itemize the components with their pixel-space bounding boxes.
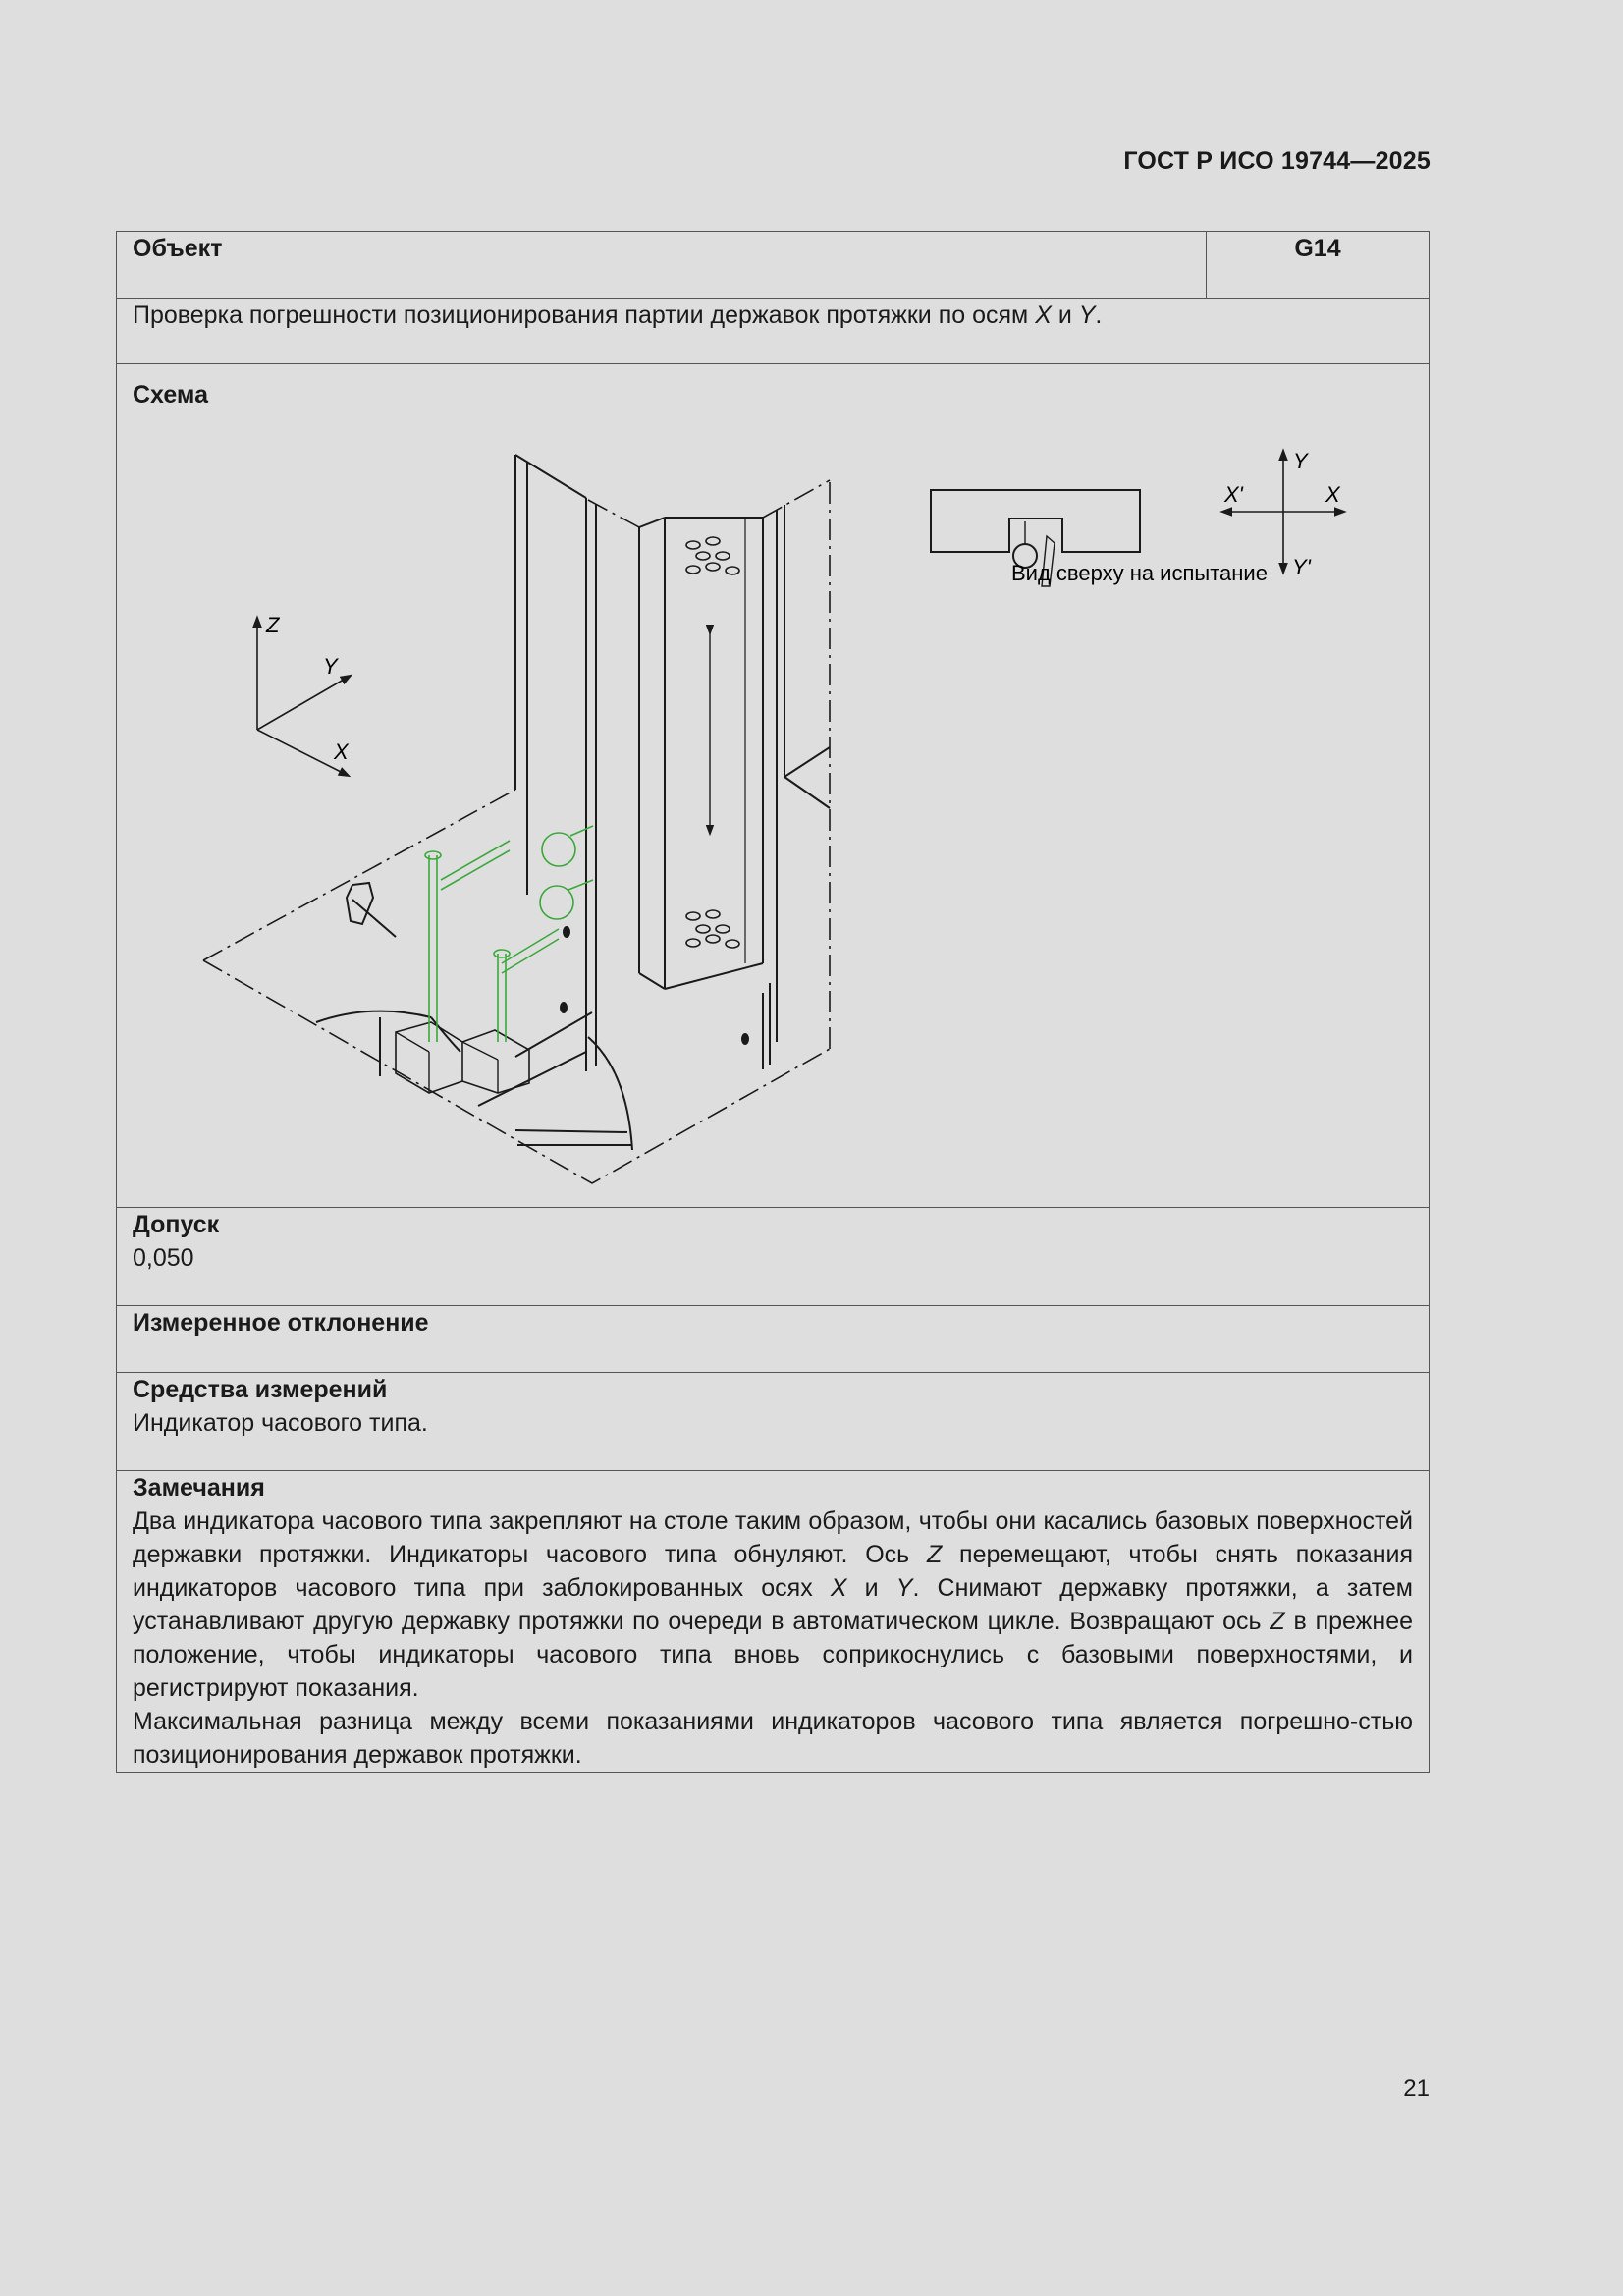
page-number: 21 (1403, 2075, 1430, 2102)
object-row (117, 232, 1430, 299)
notes-axis-z: Z (926, 1541, 943, 1568)
notes-axis-y: Y (895, 1574, 913, 1602)
isometric-machine-drawing (203, 455, 830, 1183)
notes-text: . Снимают державку протяжки, а затем устанавливают другую державку протяжки по очереди в автоматическом цикле. Возвращают ось (133, 1574, 1413, 1635)
measuring-means-label: Средства измерений (133, 1376, 388, 1403)
notes-paragraph-2: Максимальная разница между всеми показаниями индикаторов часового типа является погрешно-стью позиционирования державок протяжки. (133, 1708, 1413, 1769)
notes-row (117, 1471, 1430, 1773)
schema-drawing (117, 364, 1429, 1207)
description-conj: и (1051, 301, 1079, 329)
notes-axis-x: X (830, 1574, 847, 1602)
measuring-means-value: Индикатор часового типа. (133, 1409, 428, 1437)
tolerance-label: Допуск (133, 1211, 220, 1238)
notes-text: в прежнее положение, чтобы индикаторы часового типа вновь соприкоснулись с базовыми поверхностями, и регистрируют показания. (133, 1608, 1414, 1702)
description-text: Проверка погрешности позиционирования партии державок протяжки по осям (133, 301, 1036, 329)
object-code: G14 (1207, 232, 1430, 299)
schema-label: Схема (133, 381, 208, 409)
axis-x-prime-label: X' (1224, 482, 1243, 507)
measured-deviation-row (117, 1306, 1430, 1373)
notes-axis-z: Z (1270, 1608, 1285, 1635)
description-end: . (1095, 301, 1103, 329)
notes-label: Замечания (133, 1474, 265, 1502)
description-row (117, 299, 1430, 364)
schema-row (117, 364, 1430, 1208)
axis-y-right-label: Y (1293, 449, 1308, 473)
measuring-means-cell (117, 1373, 1430, 1471)
axis-x-label: X (334, 739, 349, 764)
object-description (117, 299, 1430, 364)
description-axis-y: Y (1078, 301, 1096, 329)
notes-text: Два индикатора часового типа закрепляют на столе таким образом, чтобы они касались базовых поверхностей державки протяжки. Индикаторы часового типа обнуляют. Ось (133, 1507, 1413, 1568)
measured-deviation-label: Измеренное отклонение (117, 1306, 1430, 1373)
top-view-caption: Вид сверху на испытание (1011, 561, 1268, 585)
axis-cross-right (1224, 453, 1342, 571)
notes-text: перемещают, чтобы снять показания индикаторов часового типа при заблокированных осях (133, 1541, 1414, 1602)
tolerance-row (117, 1208, 1430, 1306)
tolerance-value: 0,050 (133, 1244, 194, 1272)
notes-text: и (846, 1574, 896, 1602)
tolerance-cell (117, 1208, 1430, 1306)
notes-cell (117, 1471, 1430, 1773)
axis-z-label: Z (266, 613, 280, 637)
measuring-means-row (117, 1373, 1430, 1471)
standard-designation: ГОСТ Р ИСО 19744—2025 (1123, 147, 1431, 175)
description-axis-x: X (1035, 301, 1052, 329)
axis-y-prime-label: Y' (1292, 555, 1311, 579)
object-label: Объект (117, 232, 1207, 299)
test-sheet-table (116, 231, 1430, 1773)
axis-y-label: Y (323, 654, 338, 679)
notes-paragraph-1 (133, 1504, 1413, 1705)
schema-cell (117, 364, 1430, 1208)
axis-x-right-label: X (1325, 482, 1340, 507)
